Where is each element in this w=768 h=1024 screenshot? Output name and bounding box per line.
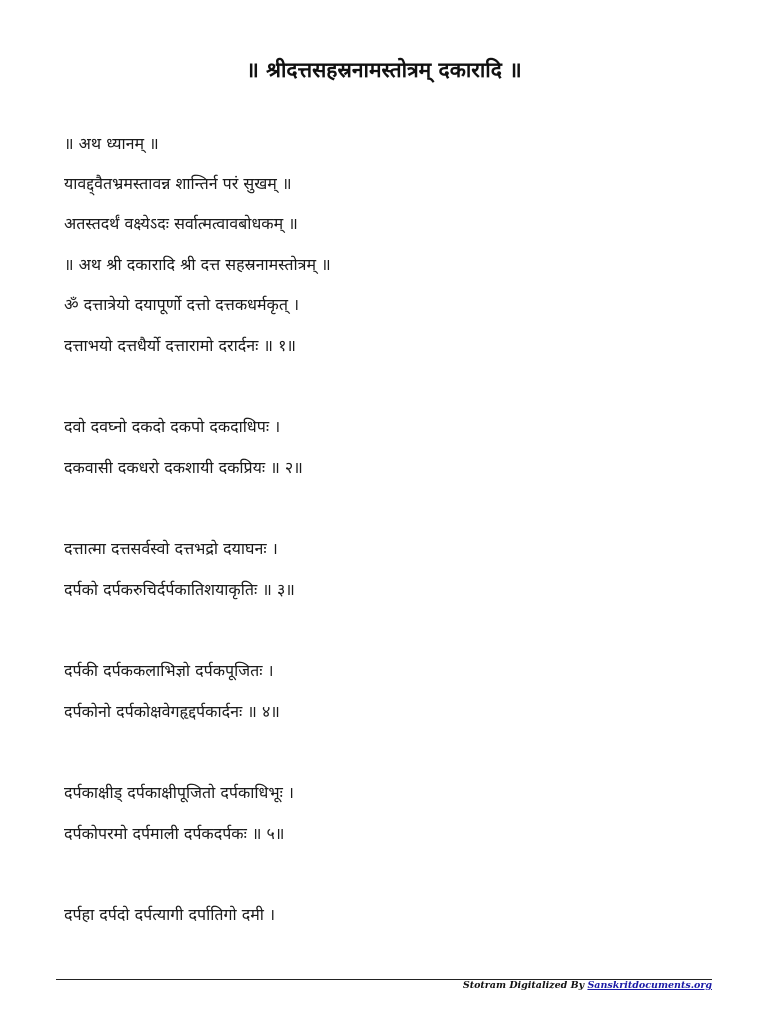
- verse-line: दर्पकोनो दर्पकोक्षवेगहृद्दर्पकार्दनः ॥ ४॥: [64, 702, 280, 721]
- text-line: यावद्द्वैतभ्रमस्तावन्न शान्तिर्न परं सुखम् ॥: [64, 174, 292, 193]
- verse-line: दर्पकी दर्पककलाभिज्ञो दर्पकपूजितः ।: [64, 661, 274, 680]
- verse-line: दर्पकोपरमो दर्पमाली दर्पकदर्पकः ॥ ५॥: [64, 824, 285, 843]
- verse-line: दवो दवघ्नो दकदो दकपो दकदाधिपः ।: [64, 417, 281, 436]
- footer-credit-text: Stotram Digitalized By: [462, 980, 588, 991]
- verse-line: ॐ दत्तात्रेयो दयापूर्णो दत्तो दत्तकधर्मकृत् ।: [64, 295, 300, 314]
- footer-link[interactable]: Sanskritdocuments.org: [587, 980, 712, 991]
- verse-line: दत्ताभयो दत्तधैर्यो दत्तारामो दरार्दनः ॥ १॥: [64, 336, 296, 355]
- verse-line: दत्तात्मा दत्तसर्वस्वो दत्तभद्रो दयाघनः ।: [64, 539, 278, 558]
- footer-credit: [463, 980, 712, 991]
- verse-line: दर्पहा दर्पदो दर्पत्यागी दर्पातिगो दमी ।: [64, 905, 276, 924]
- verse-line: दर्पको दर्पकरुचिर्दर्पकातिशयाकृतिः ॥ ३॥: [64, 580, 295, 599]
- text-line-dhyanam-heading: ॥ अथ ध्यानम् ॥: [64, 134, 159, 153]
- verse-line: दकवासी दकधरो दकशायी दकप्रियः ॥ २॥: [64, 458, 303, 477]
- page-title: ॥ श्रीदत्तसहस्रनामस्तोत्रम् दकारादि ॥: [246, 58, 522, 82]
- verse-line: दर्पकाक्षीड् दर्पकाक्षीपूजितो दर्पकाधिभूः ।: [64, 783, 294, 802]
- text-line: अतस्तदर्थं वक्ष्येऽदः सर्वात्मत्वावबोधकम् ॥: [64, 214, 298, 233]
- text-line-stotram-heading: ॥ अथ श्री दकारादि श्री दत्त सहस्रनामस्तोत्रम् ॥: [64, 255, 331, 274]
